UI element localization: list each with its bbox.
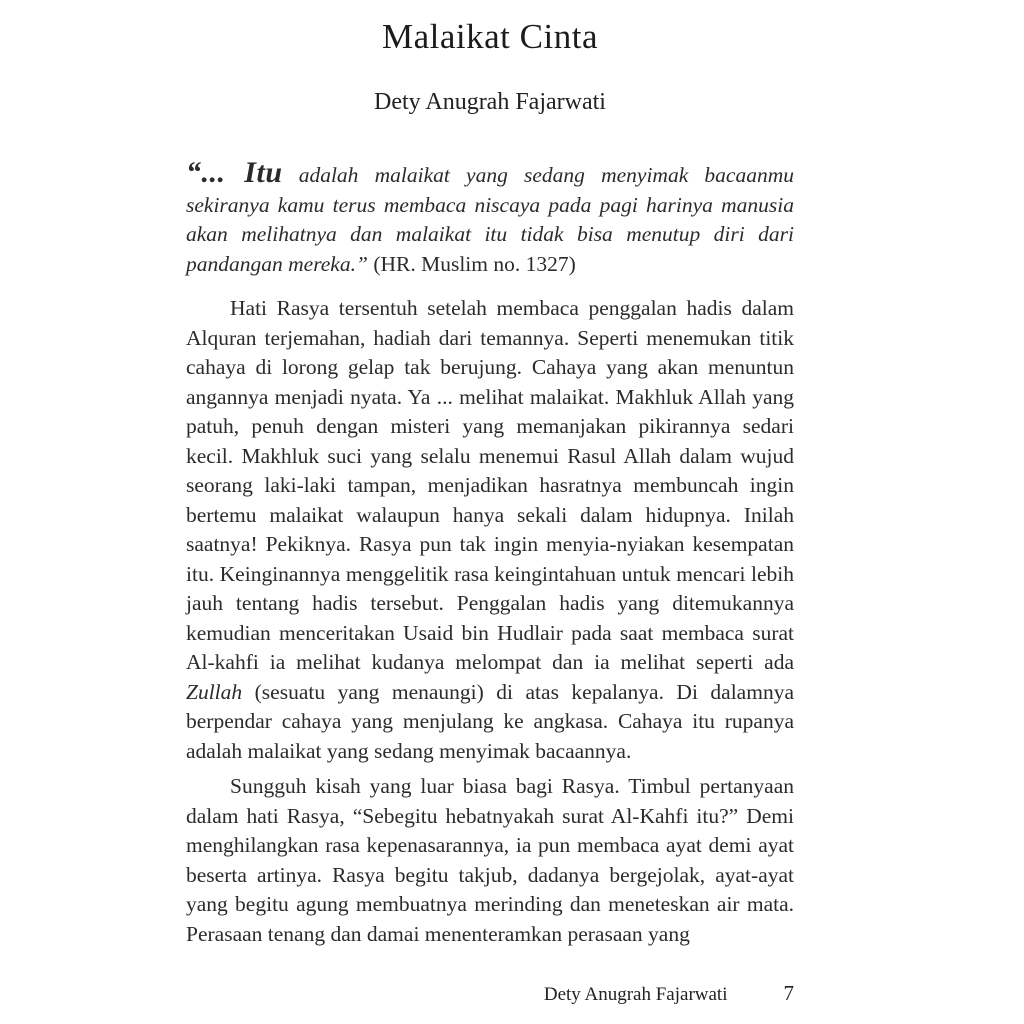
- quote-lead: “... Itu: [186, 156, 283, 189]
- quote-citation: (HR. Muslim no. 1327): [367, 251, 576, 276]
- paragraph-1-text-after: (sesuatu yang menaungi) di atas kepalanya. Di dalamnya berpendar cahaya yang menjulang ke angkasa. Cahaya itu rupanya adalah malaikat yang sedang menyimak bacaannya.: [186, 679, 794, 763]
- author-name: Dety Anugrah Fajarwati: [374, 89, 606, 115]
- hadith-quote: [186, 158, 794, 279]
- body-paragraph-2: Sungguh kisah yang luar biasa bagi Rasya. Timbul pertanyaan dalam hati Rasya, “Sebegitu hebatnyakah surat Al-Kahfi itu?” Demi menghilangkan rasa kepenasarannya, ia pun membaca ayat demi ayat beserta artinya. Rasya begitu takjub, dadanya bergejolak, ayat-ayat yang begitu agung membuatnya merinding dan meneteskan air mata. Perasaan tenang dan damai menenteramkan perasaan yang: [186, 774, 794, 946]
- paragraph-1-text-before: Hati Rasya tersentuh setelah membaca penggalan hadis dalam Alquran terjemahan, hadiah dari temannya. Seperti menemukan titik cahaya di lorong gelap tak berujung. Cahaya yang akan menuntun angannya menjadi nyata. Ya ... melihat malaikat. Makhluk Allah yang patuh, penuh dengan misteri yang memanjakan pikirannya sedari kecil. Makhluk suci yang selalu menemui Rasul Allah dalam wujud seorang laki-laki tampan, menjadikan hasratnya membuncah ingin bertemu malaikat walaupun hanya sekali dalam hidupnya. Inilah saatnya! Pekiknya. Rasya pun tak ingin menyia-nyiakan kesempatan itu. Keinginannya menggelitik rasa keingintahuan untuk mencari lebih jauh tentang hadis tersebut. Penggalan hadis yang ditemukannya kemudian menceritakan Usaid bin Hudlair pada saat membaca surat Al-kahfi ia melihat kudanya melompat dan ia melihat seperti ada: [186, 296, 794, 674]
- quote-text: adalah malaikat yang sedang menyimak bacaanmu sekiranya kamu terus membaca niscaya pada pagi harinya manusia akan melihatnya dan malaikat itu tidak bisa menutup diri dari pandangan mereka.”: [186, 163, 795, 276]
- italic-term-zullah: Zullah: [186, 679, 243, 704]
- page-number: 7: [783, 981, 794, 1005]
- page-title: Malaikat Cinta: [382, 17, 598, 56]
- page-footer: [186, 981, 794, 1007]
- body-paragraph-1: [186, 294, 794, 766]
- book-page: [186, 0, 794, 949]
- footer-running-author: Dety Anugrah Fajarwati: [543, 984, 728, 1005]
